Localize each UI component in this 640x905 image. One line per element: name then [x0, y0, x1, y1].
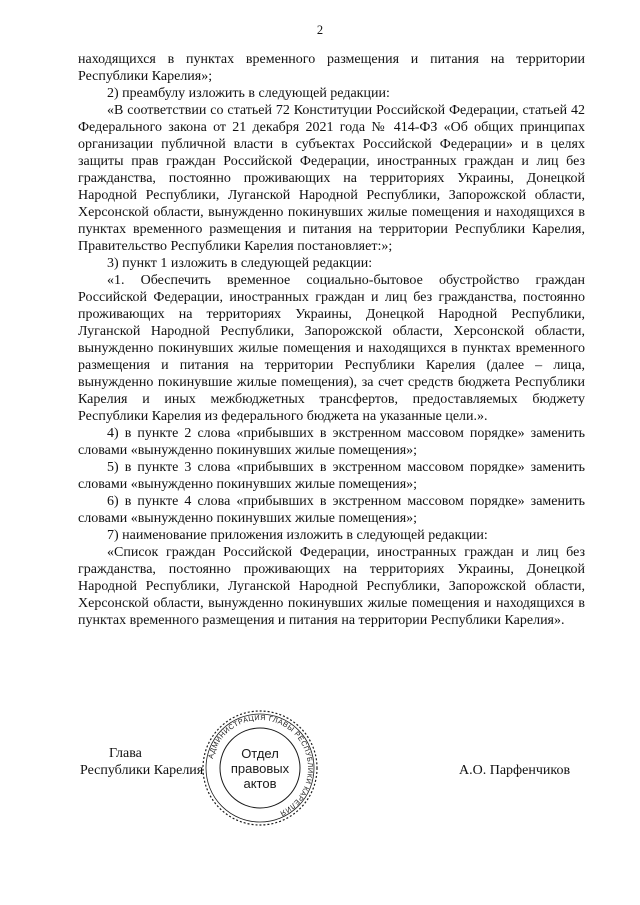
stamp-ring-text: АДМИНИСТРАЦИЯ ГЛАВЫ РЕСПУБЛИКИ КАРЕЛИЯ	[205, 712, 316, 819]
stamp-line3: актов	[243, 776, 277, 791]
paragraph-item-3: 3) пункт 1 изложить в следующей редакции:	[107, 256, 373, 271]
paragraph-point-1: «1. Обеспечить временное социально-бытовое обустройство граждан Российской Федерации, иностранных граждан и лиц без гражданства, постоянно проживающих на территориях Украины, Донецкой Народной Республики, Луганской Народной Республики, Запорожской области, Херсонской области, вынужденно покинувших жилые помещения и находящихся в пунктах временного размещения и питания на территории Республики Карелия (далее – лица, вынужденно покинувшие жилые помещения), за счет средств бюджета Республики Карелия и иных межбюджетных трансфертов, предоставляемых бюджету Республики Карелия из федерального бюджета на указанные цели.».	[78, 273, 585, 424]
paragraph-item-5: 5) в пункте 3 слова «прибывших в экстренном массовом порядке» заменить словами «вынужденно покинувших жилые помещения»;	[78, 460, 585, 492]
document-body	[78, 51, 585, 629]
paragraph-continuation: находящихся в пунктах временного размещения и питания на территории Республики Карелия»;	[78, 52, 585, 84]
paragraph-item-2: 2) преамбулу изложить в следующей редакции:	[107, 86, 390, 101]
paragraph-item-6: 6) в пункте 4 слова «прибывших в экстренном массовом порядке» заменить словами «вынужденно покинувших жилые помещения»;	[78, 494, 585, 526]
paragraph-item-4: 4) в пункте 2 слова «прибывших в экстренном массовом порядке» заменить словами «вынужденно покинувших жилые помещения»;	[78, 426, 585, 458]
paragraph-item-7: 7) наименование приложения изложить в следующей редакции:	[107, 528, 488, 543]
signatory-name: А.О. Парфенчиков	[459, 763, 571, 778]
paragraph-appendix-title: «Список граждан Российской Федерации, иностранных граждан и лиц без гражданства, постоянно проживающих на территориях Украины, Донецкой Народной Республики, Луганской Народной Республики, Запорожской области, Херсонской области, вынужденно покинувших жилые помещения и находящихся в пунктах временного размещения и питания на территории Республики Карелия».	[78, 545, 585, 628]
signatory-title	[80, 745, 220, 779]
paragraph-preamble: «В соответствии со статьей 72 Конституции Российской Федерации, статьей 42 Федерального закона от 21 декабря 2021 года № 414-ФЗ «Об общих принципах организации публичной власти в субъектах Российской Федерации» и в целях защиты прав граждан Российской Федерации, иностранных граждан и лиц без гражданства, постоянно проживающих на территориях Украины, Донецкой Народной Республики, Луганской Народной Республики, Запорожской области, Херсонской области, вынужденно покинувших жилые помещения и находящихся в пунктах временного размещения и питания на территории Республики Карелия, Правительство Республики Карелия постановляет:»;	[78, 103, 585, 254]
signatory-title-line1: Глава	[109, 746, 142, 761]
official-stamp	[200, 708, 320, 828]
signatory-title-line2: Республики Карелия	[80, 763, 204, 778]
stamp-line1: Отдел	[241, 746, 279, 761]
page-number: 2	[316, 23, 324, 37]
stamp-line2: правовых	[230, 761, 290, 776]
